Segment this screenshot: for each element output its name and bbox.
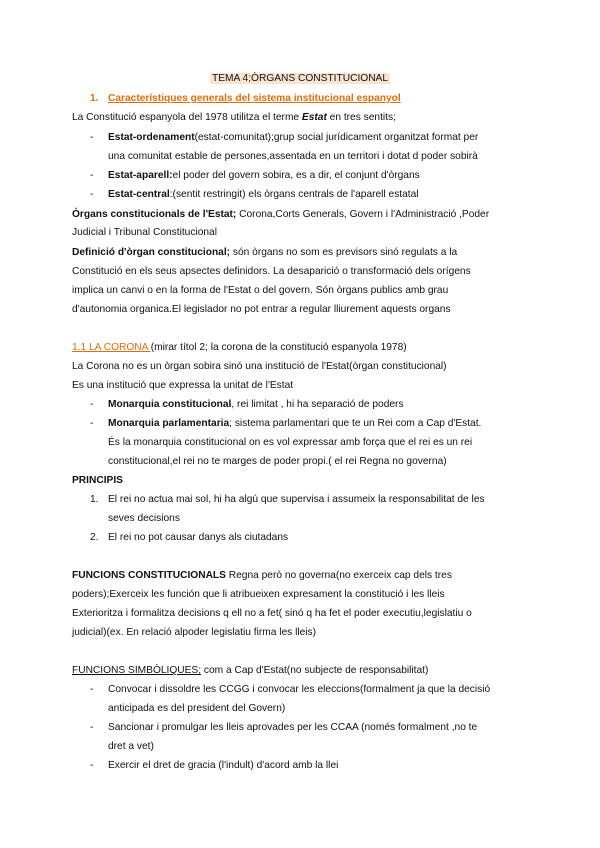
list-item-continuation: És la monarquia constitucional on es vol expressar amb força que el rei es un rei <box>108 437 473 448</box>
list-item-estat-aparell: Estat-aparell:el poder del govern sobira, es a dir, el conjunt d'òrgans <box>108 170 420 181</box>
organs-paragraph: Òrgans constitucionals de l'Estat; Corona,Corts Generals, Govern i l'Administració ,Poder <box>72 209 490 220</box>
document-title: TEMA 4;ÒRGANS CONSTITUCIONAL <box>211 73 389 84</box>
list-item-continuation: una comunitat estable de persones,assentada en un territori i dotat d poder sobirà <box>108 151 478 162</box>
bullet-dash: - <box>90 684 94 695</box>
bullet-dash: - <box>90 760 94 771</box>
principi-number: 1. <box>90 494 99 505</box>
bullet-dash: - <box>90 722 94 733</box>
section-1-1-heading: 1.1 LA CORONA (mirar títol 2; la corona de la constitució espanyola 1978) <box>72 342 407 353</box>
definition-line: Constitució en els seus apsectes definidors. La desaparició o transformació dels orígens <box>72 266 471 277</box>
principi-item-cont: seves decisions <box>108 513 180 524</box>
simbolica-item: Convocar i dissoldre les CCGG i convocar les eleccions(formalment ja que la decisió <box>108 684 491 695</box>
principi-item: El rei no actua mai sol, hi ha algú que supervisa i assumeix la responsabilitat de les <box>108 494 485 505</box>
list-item-estat-central: Estat-central:(sentit restringit) els òrgans centrals de l'aparell estatal <box>108 189 419 200</box>
funcions-line: poders);Exerceix les función que li atribueixen expresament la constitució i les lleis <box>72 589 445 600</box>
principis-heading: PRINCIPIS <box>72 475 123 486</box>
funcions-constitucionals-paragraph: FUNCIONS CONSTITUCIONALS Regna però no governa(no exerceix cap dels tres <box>72 570 452 581</box>
list-item-continuation: constitucional,el rei no te marges de poder propi.( el rei Regna no governa) <box>108 456 447 467</box>
bullet-dash: - <box>90 418 94 429</box>
definition-paragraph: Definició d'òrgan constitucional; són òrgans no som es previsors sinó regulats a la <box>72 247 458 258</box>
simbolica-item: Exercir el dret de gracia (l'indult) d'acord amb la llei <box>108 760 339 771</box>
organs-paragraph-cont: Judicial i Tribunal Constitucional <box>72 227 217 238</box>
principi-number: 2. <box>90 532 99 543</box>
section-1-intro: La Constitució espanyola del 1978 utilitza el terme Estat en tres sentits; <box>72 112 396 123</box>
bullet-dash: - <box>90 170 94 181</box>
section-1-heading: 1. Característiques generals del sistema institucional espanyol <box>90 93 401 104</box>
list-item-monarquia-parlamentaria: Monarquia parlamentaria; sistema parlamentari que te un Rei com a Cap d'Estat. <box>108 418 482 429</box>
corona-line-2: Es una institució que expressa la unitat de l'Estat <box>72 380 294 391</box>
list-item-estat-ordenament: Estat-ordenament(estat-comunitat);grup social jurídicament organitzat format per <box>108 132 479 143</box>
definition-line: implica un canvi o en la forma de l'Estat o del govern. Són òrgans publics amb grau <box>72 285 449 296</box>
bullet-dash: - <box>90 189 94 200</box>
simbolica-item: Sancionar i promulgar les lleis aprovades per les CCAA (només formalment ,no te <box>108 722 478 733</box>
definition-line: d'autonomia organica.El legislador no pot entrar a regular lliurement aquests organs <box>72 304 451 315</box>
simbolica-item-cont: anticipada es del president del Govern) <box>108 703 286 714</box>
corona-line-1: La Corona no es un òrgan sobira sinó una institució de l'Estat(òrgan constitucional) <box>72 361 447 372</box>
bullet-dash: - <box>90 132 94 143</box>
bullet-dash: - <box>90 399 94 410</box>
principi-item: El rei no pot causar danys als ciutadans <box>108 532 289 543</box>
funcions-line: judicial)(ex. En relació alpoder legislatiu firma les lleis) <box>72 627 317 638</box>
simbolica-item-cont: dret a vet) <box>108 741 154 752</box>
list-item-monarquia-constitucional: Monarquia constitucional, rei limitat , hi ha separació de poders <box>108 399 404 410</box>
funcions-simboliques-heading: FUNCIONS SIMBÒLIQUES; com a Cap d'Estat(no subjecte de responsabilitat) <box>72 665 429 676</box>
funcions-line: Exterioritza i formalitza decisions q ell no a fet( sinó q ha fet el poder executiu,legislatiu o <box>72 608 472 619</box>
